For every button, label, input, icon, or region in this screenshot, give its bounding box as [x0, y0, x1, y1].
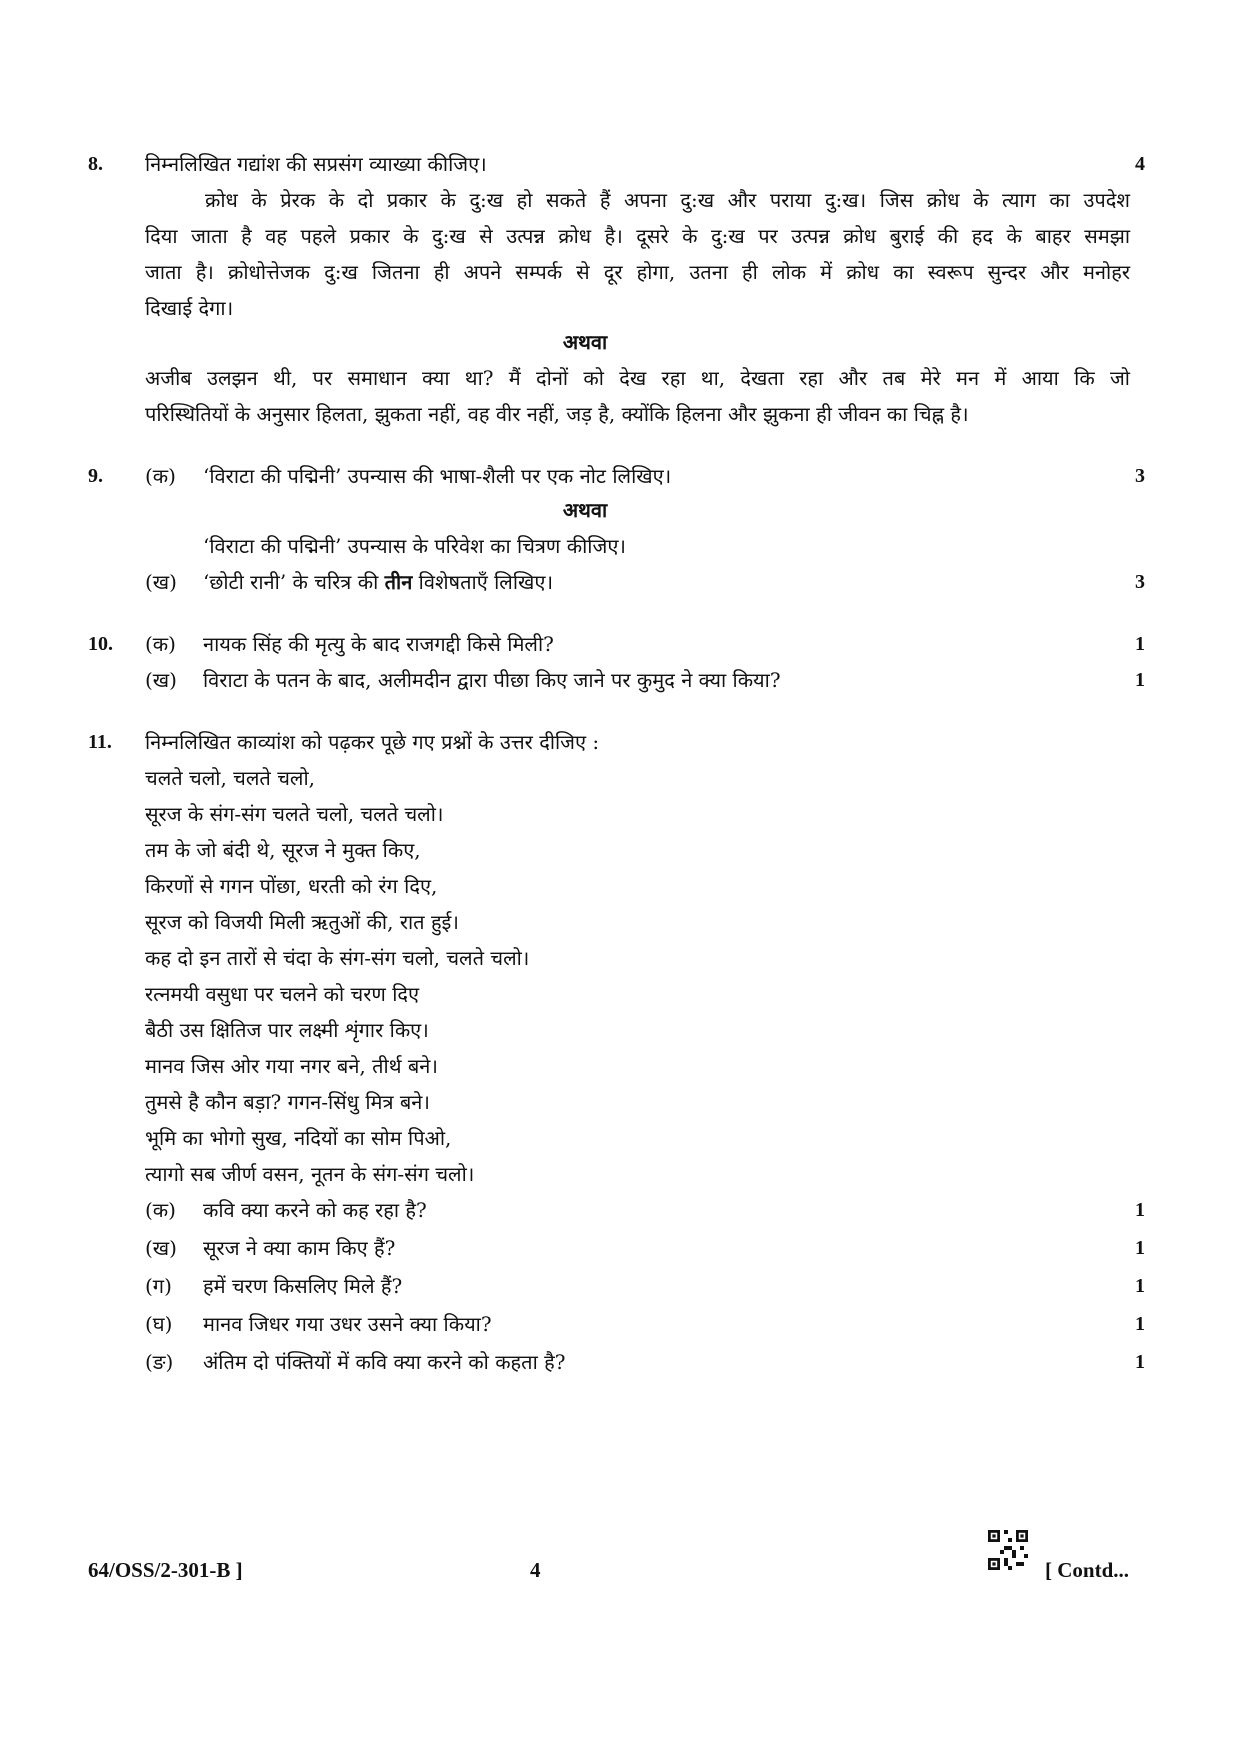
poem-line: रत्नमयी वसुधा पर चलने को चरण दिए	[145, 982, 420, 1006]
marks: 1	[1135, 1313, 1145, 1335]
sub-question	[145, 1196, 427, 1224]
question-prompt: निम्नलिखित गद्यांश की सप्रसंग व्याख्या कीजिए।	[145, 152, 487, 176]
sub-text-post: विशेषताएँ लिखिए।	[412, 570, 554, 594]
question-number: 8.	[88, 153, 103, 175]
marks: 1	[1135, 1199, 1145, 1221]
poem-line: बैठी उस क्षितिज पार लक्ष्मी शृंगार किए।	[145, 1018, 429, 1042]
sub-text-pre: ‘छोटी रानी’ के चरित्र की	[203, 570, 385, 594]
sub-alt-text: ‘विराटा की पद्मिनी’ उपन्यास के परिवेश का चित्रण कीजिए।	[203, 534, 626, 558]
marks: 1	[1135, 1351, 1145, 1373]
passage-line: परिस्थितियों के अनुसार हिलता, झुकता नहीं, वह वीर नहीं, जड़ है, क्योंकि हिलना और झुकना ही जीवन का चिह्न है।	[145, 402, 969, 426]
marks: 3	[1135, 571, 1145, 593]
poem-line: सूरज को विजयी मिली ऋतुओं की, रात हुई।	[145, 910, 459, 934]
poem-line: किरणों से गगन पोंछा, धरती को रंग दिए,	[145, 874, 438, 898]
sub-label: (क)	[145, 1198, 176, 1222]
poem-line: त्यागो सब जीर्ण वसन, नूतन के संग-संग चलो।	[145, 1162, 475, 1186]
sub-question	[145, 666, 781, 694]
passage-line: दिखाई देगा।	[145, 296, 234, 320]
sub-question	[145, 568, 553, 596]
question-number: 10.	[88, 633, 113, 655]
sub-label: (ख)	[145, 668, 177, 692]
poem-line: कह दो इन तारों से चंदा के संग-संग चलो, चलते चलो।	[145, 946, 530, 970]
sub-question	[145, 1348, 565, 1376]
marks: 1	[1135, 669, 1145, 691]
continued-marker: [ Contd...	[1045, 1558, 1130, 1582]
sub-text: विराटा के पतन के बाद, अलीमदीन द्वारा पीछा किए जाने पर कुमुद ने क्या किया?	[203, 668, 781, 692]
passage-line: अजीब उलझन थी, पर समाधान क्या था? मैं दोनों को देख रहा था, देखता रहा और तब मेरे मन में आया कि जो	[145, 366, 1130, 390]
sub-question	[145, 462, 671, 490]
paper-code: 64/OSS/2-301-B ]	[88, 1558, 243, 1582]
question-number: 11.	[88, 731, 112, 753]
question-number: 9.	[88, 465, 103, 487]
sub-text-bold: तीन	[384, 570, 413, 594]
poem-line: मानव जिस ओर गया नगर बने, तीर्थ बने।	[145, 1054, 438, 1078]
marks: 3	[1135, 465, 1145, 487]
question-prompt: निम्नलिखित काव्यांश को पढ़कर पूछे गए प्रश्नों के उत्तर दीजिए :	[145, 730, 600, 754]
sub-text: कवि क्या करने को कह रहा है?	[203, 1198, 427, 1222]
qr-code-icon	[988, 1530, 1028, 1570]
page-number: 4	[530, 1558, 541, 1582]
poem-line: तुमसे है कौन बड़ा? गगन-सिंधु मित्र बने।	[145, 1090, 430, 1114]
sub-label: (ङ)	[145, 1350, 174, 1374]
passage-line: क्रोध के प्रेरक के दो प्रकार के दु:ख हो सकते हैं अपना दु:ख और पराया दु:ख। जिस क्रोध के त्याग का उपदेश	[205, 188, 1130, 212]
or-heading: अथवा	[562, 330, 608, 354]
sub-label: (ग)	[145, 1274, 172, 1298]
marks: 1	[1135, 1275, 1145, 1297]
sub-label: (ख)	[145, 570, 177, 594]
poem-line: भूमि का भोगो सुख, नदियों का सोम पिओ,	[145, 1126, 452, 1150]
sub-question	[145, 1272, 402, 1300]
or-heading: अथवा	[562, 498, 608, 522]
sub-text: नायक सिंह की मृत्यु के बाद राजगद्दी किसे मिली?	[203, 632, 554, 656]
passage-line: जाता है। क्रोधोत्तेजक दु:ख जितना ही अपने सम्पर्क से दूर होगा, उतना ही लोक में क्रोध का स्वरूप सुन्दर और मनोहर	[145, 260, 1130, 284]
sub-text: अंतिम दो पंक्तियों में कवि क्या करने को कहता है?	[203, 1350, 566, 1374]
sub-text: सूरज ने क्या काम किए हैं?	[203, 1236, 396, 1260]
sub-text: मानव जिधर गया उधर उसने क्या किया?	[203, 1312, 492, 1336]
poem-line: चलते चलो, चलते चलो,	[145, 766, 315, 790]
marks: 1	[1135, 633, 1145, 655]
sub-text: ‘विराटा की पद्मिनी’ उपन्यास की भाषा-शैली पर एक नोट लिखिए।	[203, 464, 672, 488]
poem-line: सूरज के संग-संग चलते चलो, चलते चलो।	[145, 802, 444, 826]
sub-label: (ख)	[145, 1236, 177, 1260]
sub-question	[145, 630, 554, 658]
sub-question	[145, 1310, 492, 1338]
sub-question	[145, 1234, 395, 1262]
marks: 4	[1135, 153, 1145, 175]
sub-text: हमें चरण किसलिए मिले हैं?	[203, 1274, 403, 1298]
poem-line: तम के जो बंदी थे, सूरज ने मुक्त किए,	[145, 838, 421, 862]
marks: 1	[1135, 1237, 1145, 1259]
sub-label: (क)	[145, 464, 176, 488]
sub-label: (क)	[145, 632, 176, 656]
sub-label: (घ)	[145, 1312, 173, 1336]
passage-line: दिया जाता है वह पहले प्रकार के दु:ख से उत्पन्न क्रोध है। दूसरे के दु:ख पर उत्पन्न क्रोध बुराई की हद के बाहर समझा	[145, 224, 1130, 248]
